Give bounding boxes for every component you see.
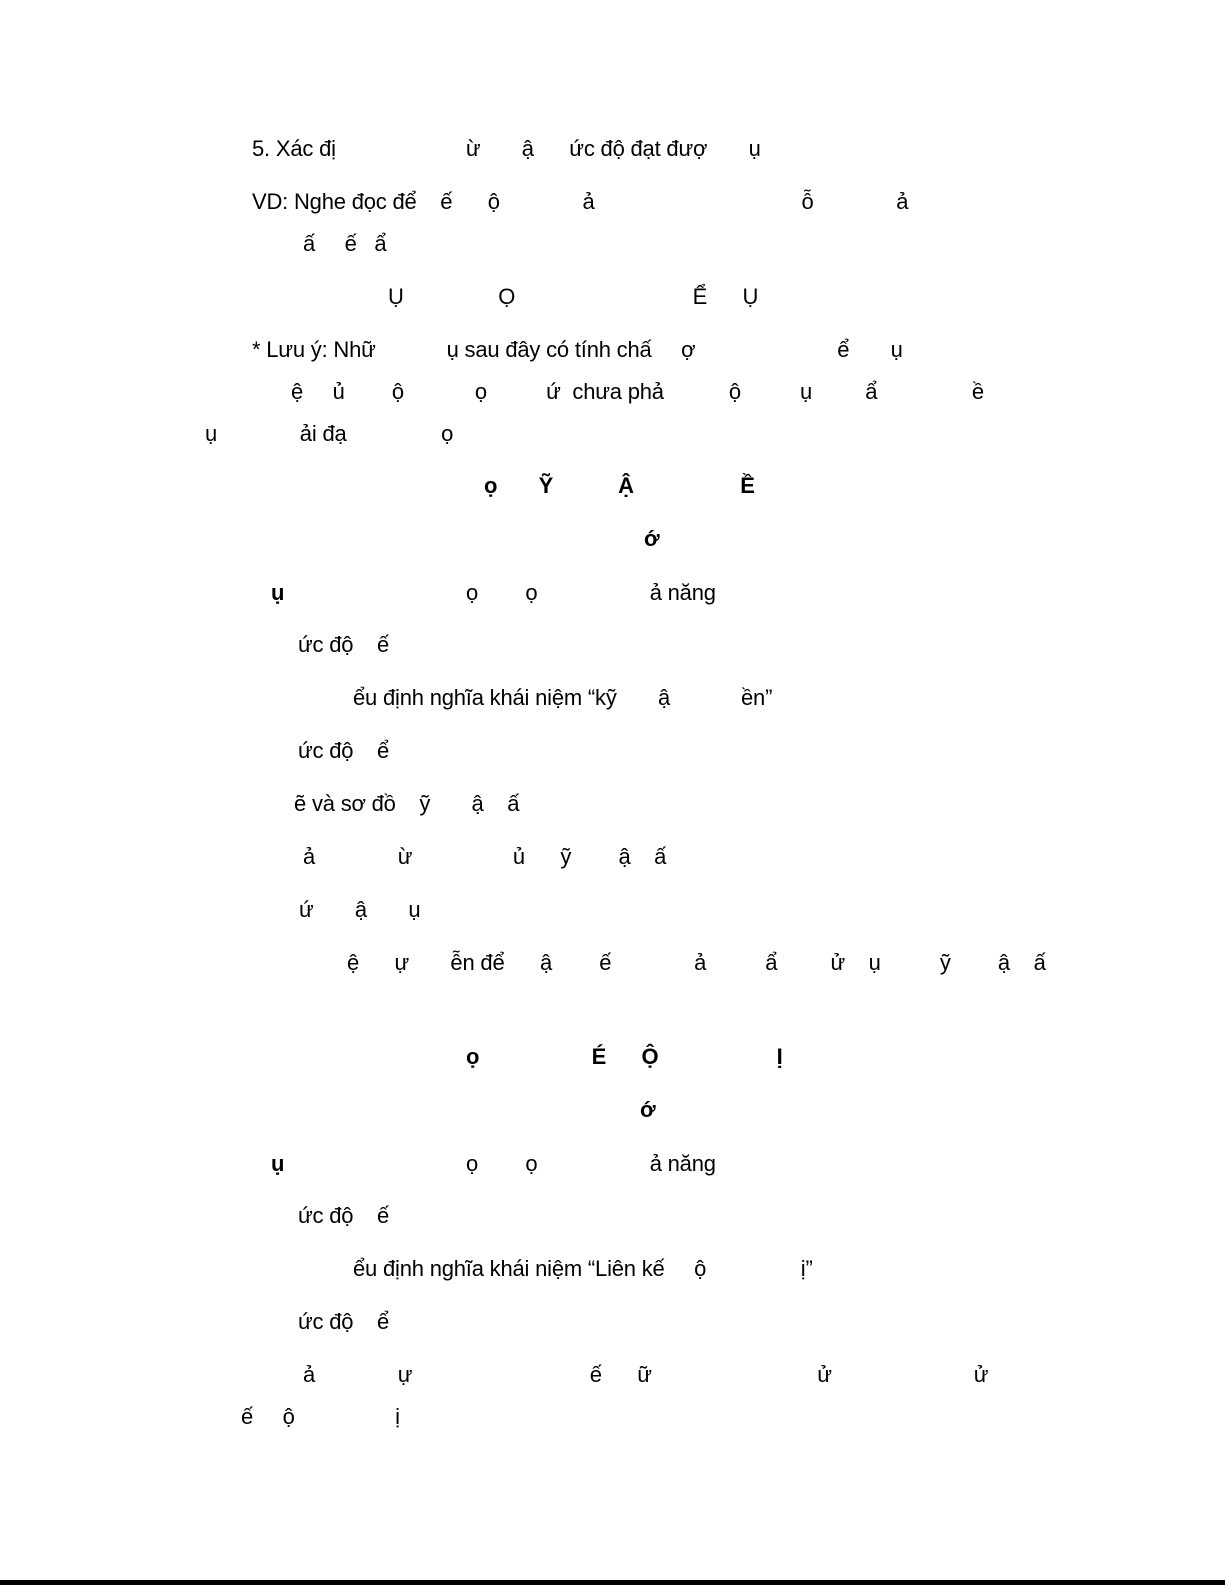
text-line: ụ — [271, 1151, 285, 1176]
text-line: ọ ọ ả năng — [466, 1151, 716, 1176]
section-subheading: ớ — [640, 1097, 656, 1122]
text-line: ấ ế ẩ — [303, 231, 387, 256]
text-line: ức độ ể — [298, 738, 389, 763]
text-line: ệ ủ ộ ọ ứ chưa phả ộ ụ ẩ ề — [291, 379, 984, 404]
text-line: ế ộ ị — [241, 1404, 400, 1429]
text-line: 5. Xác đị ừ ậ ức độ đạt đượ ụ — [252, 136, 761, 161]
text-line: ức độ ể — [298, 1309, 389, 1334]
text-line: VD: Nghe đọc để ế ộ ả ỗ ả — [252, 189, 909, 214]
text-line: ả ự ế ữ ử ử — [303, 1362, 989, 1387]
text-line: ệ ự ễn để ậ ế ả ẩ ử ụ ỹ ậ ấ — [347, 950, 1046, 975]
text-line: ểu định nghĩa khái niệm “Liên kế ộ ị” — [353, 1256, 813, 1281]
text-line: * Lưu ý: Nhữ ụ sau đây có tính chấ ợ ể ụ — [252, 337, 903, 362]
text-line: ả ừ ủ ỹ ậ ấ — [303, 844, 667, 869]
section-heading: ọ Ỹ Ậ Ề — [484, 473, 755, 498]
text-line: ẽ và sơ đồ ỹ ậ ấ — [294, 791, 520, 816]
text-line: ụ — [271, 580, 285, 605]
text-line: ức độ ế — [298, 1203, 389, 1228]
section-subheading: ớ — [644, 526, 660, 551]
page-bottom-border — [0, 1580, 1225, 1585]
text-line: ọ ọ ả năng — [466, 580, 716, 605]
text-line: ụ ải đạ ọ — [205, 421, 454, 446]
text-line: ểu định nghĩa khái niệm “kỹ ậ ền” — [353, 685, 773, 710]
text-line: Ụ Ọ Ể Ụ — [388, 284, 759, 309]
text-line: ứ ậ ụ — [299, 897, 421, 922]
text-line: ức độ ế — [298, 632, 389, 657]
section-heading: ọ É Ộ Ị — [466, 1044, 783, 1069]
